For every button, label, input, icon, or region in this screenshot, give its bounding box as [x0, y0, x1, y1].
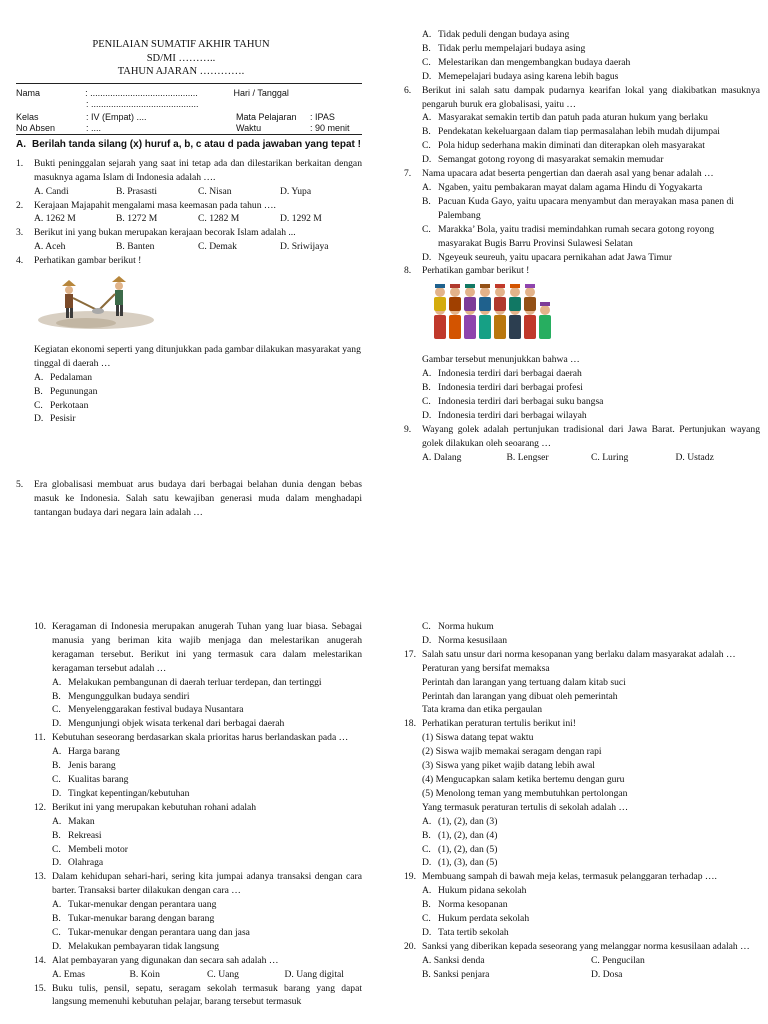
statement-line: (5) Menolong teman yang membutuhkan pertolongan: [422, 787, 628, 799]
question-text: Buku tulis, pensil, sepatu, seragam sekolah termasuk barang yang dapat langsung memenuhi kebutuhan pelajar, barang tersebut termasuk: [52, 982, 362, 1008]
option-letter: B.: [34, 385, 43, 397]
question-number: 15.: [34, 982, 46, 994]
question-3: [16, 226, 362, 240]
answer-option[interactable]: [404, 409, 760, 423]
option-text: Ngeyeuk seureuh, yaitu upacara pernikahan adat Jawa Timur: [438, 251, 672, 263]
instruction-text: Berilah tanda silang (x) huruf a, b, c atau d pada jawaban yang tepat !: [32, 138, 361, 150]
farmers-illustration: [16, 272, 362, 335]
question-text: Era globalisasi membuat arus budaya dari berbagai belahan dunia dengan bebas masuk ke Indonesia. Salah satu kewajiban generasi muda dalam menghadapi tantangan budaya dari negara lain adalah …: [34, 479, 362, 519]
answer-option[interactable]: [404, 856, 760, 870]
statement-line: Perintah dan larangan yang dibuat oleh pemerintah: [422, 690, 618, 702]
question-18: [404, 717, 760, 731]
option-letter: C.: [422, 56, 431, 68]
question-number: 7.: [404, 168, 412, 180]
option-text: Melakukan pembayaran tidak langsung: [68, 940, 220, 952]
option-text: Pola hidup sederhana makin diminati dan diterapkan oleh masyarakat: [438, 140, 705, 152]
answer-row: [404, 968, 760, 982]
question-number: 19.: [404, 871, 416, 883]
question-text: Perhatikan peraturan tertulis berikut ini!: [422, 718, 576, 730]
answer-option[interactable]: D. 1292 M: [280, 213, 322, 225]
option-letter: D.: [422, 857, 432, 869]
option-text: Olahraga: [68, 857, 104, 869]
question-number: 6.: [404, 84, 412, 96]
exam-title: PENILAIAN SUMATIF AKHIR TAHUN: [92, 39, 270, 50]
answer-option[interactable]: [404, 56, 760, 70]
option-letter: B.: [422, 42, 431, 54]
answer-option[interactable]: [404, 181, 760, 195]
statement-line: (1) Siswa datang tepat waktu: [422, 732, 534, 744]
question-text: Berikut ini salah satu dampak pudarnya kearifan lokal yang diakibatkan masuknya pengaruh buruk era globalisasi, yaitu …: [422, 84, 760, 110]
question-text: Kerajaan Majapahit mengalami masa keemasan pada tahun ….: [34, 199, 276, 211]
question-number: 10.: [34, 621, 46, 632]
answer-option[interactable]: B. Lengser: [506, 451, 549, 463]
question-number: 1.: [16, 157, 24, 169]
option-letter: D.: [422, 926, 432, 938]
option-letter: C.: [422, 621, 431, 632]
option-text: Membeli motor: [68, 843, 128, 855]
answer-option[interactable]: [404, 620, 760, 634]
option-letter: A.: [52, 899, 62, 911]
option-letter: B.: [52, 913, 61, 925]
option-letter: C.: [422, 843, 431, 855]
answer-option[interactable]: [16, 412, 362, 426]
option-letter: A.: [52, 746, 62, 758]
option-letter: B.: [52, 760, 61, 772]
hari-label: Hari / Tanggal: [233, 87, 289, 98]
answer-option[interactable]: [34, 759, 362, 773]
answer-option[interactable]: D. Dosa: [591, 968, 623, 980]
question-7: [404, 167, 760, 181]
option-letter: A.: [422, 368, 432, 380]
answer-option[interactable]: [404, 70, 760, 84]
option-text: Tukar-menukar dengan perantara uang: [68, 899, 217, 911]
nama-field[interactable]: : ...........................................: [85, 87, 198, 98]
answer-option[interactable]: [34, 815, 362, 829]
option-text: (1), (2), dan (4): [438, 829, 498, 841]
statement-line: Peraturan yang bersifat memaksa: [422, 662, 550, 674]
option-text: Tidak peduli dengan budaya asing: [438, 29, 570, 40]
question-text: Dalam kehidupan sehari-hari, sering kita jumpai adanya transaksi dengan cara barter. Transaksi barter dilakukan dengan cara …: [52, 871, 362, 897]
questions-16-20: [404, 620, 760, 982]
question-14: [34, 954, 362, 968]
question-follow-up: Gambar tersebut menunjukkan bahwa …: [422, 354, 580, 366]
waktu-label: Waktu: [236, 122, 262, 133]
answer-option[interactable]: [34, 745, 362, 759]
option-text: Masyarakat semakin tertib dan patuh pada aturan hukum yang berlaku: [438, 112, 708, 124]
option-letter: D.: [34, 413, 44, 425]
school-name: SD/MI ………..: [146, 52, 216, 64]
answer-option[interactable]: [404, 223, 760, 251]
option-text: Tingkat kepentingan/kebutuhan: [68, 787, 190, 799]
question-8: [404, 264, 760, 278]
answer-option[interactable]: [16, 385, 362, 399]
mapel-value: : IPAS: [310, 111, 335, 122]
exam-page-2: [0, 512, 768, 1024]
question-text: Wayang golek adalah pertunjukan tradisional dari Jawa Barat. Pertunjukan wayang golek dilakukan oleh seoarang …: [422, 423, 760, 449]
answer-option[interactable]: C. Nisan: [198, 185, 232, 197]
option-text: Makan: [68, 815, 95, 827]
option-text: Norma kesusilaan: [438, 634, 508, 646]
questions-5-9: [404, 28, 760, 464]
answer-row: [16, 185, 362, 199]
answer-option[interactable]: D. Ustadz: [675, 451, 714, 463]
option-text: (1), (2), dan (5): [438, 843, 498, 855]
option-text: Tata tertib sekolah: [438, 926, 509, 938]
questions-10-15: [34, 620, 362, 1009]
answer-option[interactable]: [404, 381, 760, 395]
option-letter: D.: [422, 634, 432, 646]
question-number: 4.: [16, 255, 24, 267]
option-letter: B.: [422, 899, 431, 911]
page1-right-column: [404, 28, 760, 464]
option-text: Melestarikan dan mengembangkan budaya daerah: [438, 56, 631, 68]
answer-option[interactable]: [34, 843, 362, 857]
answer-option[interactable]: D. Yupa: [280, 185, 312, 197]
question-number: 12.: [34, 801, 46, 813]
answer-row: [16, 240, 362, 254]
option-letter: D.: [422, 409, 432, 421]
waktu-value: : 90 menit: [310, 122, 350, 133]
option-text: (1), (2), dan (3): [438, 815, 498, 827]
instruction: [16, 138, 362, 151]
option-text: Tukar-menukar barang dengan barang: [68, 913, 215, 925]
option-letter: A.: [422, 112, 432, 124]
question-9: [404, 423, 760, 451]
option-text: Perkotaan: [50, 399, 89, 411]
statement-line: (4) Mengucapkan salam ketika bertemu dengan guru: [422, 773, 625, 785]
answer-option[interactable]: [404, 843, 760, 857]
question-19: [404, 870, 760, 884]
option-text: Norma hukum: [438, 621, 494, 632]
question-number: 14.: [34, 954, 46, 966]
answer-option[interactable]: A. Dalang: [422, 451, 462, 463]
question-20: [404, 940, 760, 954]
option-text: Menyelenggarakan festival budaya Nusantara: [68, 704, 244, 716]
option-letter: D.: [422, 251, 432, 263]
option-letter: C.: [422, 140, 431, 152]
option-letter: B.: [422, 126, 431, 138]
answer-option[interactable]: [404, 815, 760, 829]
answer-option[interactable]: [34, 940, 362, 954]
question-text: Perhatikan gambar berikut !: [34, 255, 142, 267]
option-letter: A.: [422, 815, 432, 827]
option-letter: D.: [52, 940, 62, 952]
answer-option[interactable]: [34, 856, 362, 870]
answer-option[interactable]: [404, 195, 760, 223]
answer-option[interactable]: [34, 829, 362, 843]
answer-option[interactable]: D. Sriwijaya: [280, 241, 329, 253]
option-letter: D.: [52, 857, 62, 869]
answer-option[interactable]: [34, 773, 362, 787]
option-text: Hukum perdata sekolah: [438, 913, 530, 925]
page2-right-column: [404, 620, 760, 982]
option-letter: D.: [422, 154, 432, 166]
answer-option[interactable]: [404, 28, 760, 42]
answer-option[interactable]: [404, 898, 760, 912]
question-text: Membuang sampah di bawah meja kelas, termasuk pelanggaran terhadap ….: [422, 871, 717, 883]
option-text: Memepelajari budaya asing karena lebih bagus: [438, 70, 619, 82]
answer-option[interactable]: B. Koin: [129, 968, 160, 980]
absen-field[interactable]: : ....: [86, 122, 102, 133]
option-letter: C.: [52, 704, 61, 716]
question-17: [404, 648, 760, 662]
answer-option[interactable]: [404, 395, 760, 409]
statement-line: Perintah dan larangan yang tertuang dalam kitab suci: [422, 676, 626, 688]
option-text: Melakukan pembangunan di daerah terluar terdepan, dan tertinggi: [68, 676, 322, 688]
answer-option[interactable]: [404, 111, 760, 125]
question-number: 18.: [404, 718, 416, 730]
option-letter: D.: [52, 718, 62, 730]
answer-option[interactable]: A. Emas: [52, 968, 86, 980]
option-text: Pendekatan kekeluargaan dalam tiap permasalahan lebih mudah dijumpai: [438, 126, 720, 138]
question-text: Berikut ini yang merupakan kebutuhan rohani adalah: [52, 801, 257, 813]
nama-label: Nama: [16, 87, 41, 98]
option-text: Pedalaman: [50, 371, 93, 383]
option-letter: A.: [52, 815, 62, 827]
answer-option[interactable]: A. 1262 M: [34, 213, 76, 225]
option-letter: A.: [422, 29, 432, 40]
kelas-value: : IV (Empat) ....: [86, 111, 147, 122]
answer-option[interactable]: [404, 912, 760, 926]
answer-option[interactable]: [404, 884, 760, 898]
option-text: Norma kesopanan: [438, 899, 508, 911]
option-text: Marakka’ Bola, yaitu tradisi memindahkan rumah secara gotong royong masyarakat Bugis Barru Provinsi Sulawesi Selatan: [438, 223, 715, 249]
answer-option[interactable]: [404, 251, 760, 265]
answer-option[interactable]: [404, 42, 760, 56]
option-text: Pacuan Kuda Gayo, yaitu upacara menyambut dan merayakan masa panen di Palembang: [438, 195, 734, 221]
answer-option[interactable]: C. Luring: [591, 451, 629, 463]
question-text: Nama upacara adat beserta pengertian dan daerah asal yang benar adalah …: [422, 168, 714, 180]
question-number: 11.: [34, 732, 46, 744]
question-4: [16, 254, 362, 268]
option-text: (1), (3), dan (5): [438, 857, 498, 869]
answer-option[interactable]: [34, 787, 362, 801]
option-text: Pegunungan: [50, 385, 98, 397]
answer-option[interactable]: [34, 690, 362, 704]
answer-option[interactable]: B. 1272 M: [116, 213, 158, 225]
question-1: [16, 157, 362, 185]
answer-option[interactable]: B. Prasasti: [116, 185, 158, 197]
option-letter: B.: [422, 195, 431, 207]
question-text: Alat pembayaran yang digunakan dan secara sah adalah …: [52, 954, 279, 966]
kelas-label: Kelas: [16, 111, 39, 122]
question-text: Berikut ini yang bukan merupakan kerajaan becorak Islam adalah ...: [34, 227, 296, 239]
answer-row: [404, 451, 760, 465]
answer-option[interactable]: [404, 634, 760, 648]
answer-option[interactable]: [34, 717, 362, 731]
question-13: [34, 870, 362, 898]
option-letter: A.: [422, 885, 432, 897]
answer-row: [404, 954, 760, 968]
instruction-letter: A.: [16, 138, 26, 150]
answer-option[interactable]: C. Demak: [198, 241, 237, 253]
question-number: 3.: [16, 227, 24, 239]
option-text: Tukar-menukar dengan perantara uang dan jasa: [68, 926, 250, 938]
statement-line: (2) Siswa wajib memakai seragam dengan rapi: [422, 746, 602, 758]
question-10: [34, 620, 362, 676]
question-number: 9.: [404, 423, 412, 435]
option-letter: A.: [422, 181, 432, 193]
answer-option[interactable]: A. Sanksi denda: [422, 954, 485, 966]
option-text: Jenis barang: [68, 760, 116, 772]
question-2: [16, 199, 362, 213]
answer-option[interactable]: [34, 676, 362, 690]
academic-year: TAHUN AJARAN ………….: [117, 66, 245, 78]
option-letter: B.: [422, 382, 431, 394]
question-number: 2.: [16, 199, 24, 211]
question-text: Keragaman di Indonesia merupakan anugerah Tuhan yang luar biasa. Sebagai manusia yang beriman kita wajib menjaga dan melestarikan anugerah keragaman tersebut. Berikut ini yang termasuk cara dalam melestarikan keragaman tersebut adalah …: [52, 621, 362, 674]
option-letter: C.: [422, 223, 431, 235]
question-text: Salah satu unsur dari norma kesopanan yang berlaku dalam masyarakat adalah …: [422, 648, 736, 660]
answer-row: [34, 968, 362, 982]
page1-left-column: [16, 28, 362, 520]
option-text: Pesisir: [50, 413, 76, 425]
option-letter: C.: [422, 913, 431, 925]
question-text: Bukti peninggalan sejarah yang saat ini tetap ada dan dilestarikan berkaitan dengan masuknya agama Islam di Indonesia adalah ….: [34, 157, 362, 183]
answer-option[interactable]: C. Uang: [207, 968, 239, 980]
option-text: Kualitas barang: [68, 773, 129, 785]
option-letter: D.: [422, 70, 432, 82]
option-letter: C.: [34, 399, 43, 411]
answer-option[interactable]: [16, 371, 362, 385]
option-letter: D.: [52, 787, 62, 799]
option-letter: A.: [52, 676, 62, 688]
nama-field-continued[interactable]: : ...........................................: [86, 98, 199, 109]
question-15: [34, 982, 362, 1010]
option-text: Rekreasi: [68, 829, 102, 841]
answer-option[interactable]: [404, 153, 760, 167]
question-follow-up: Kegiatan ekonomi seperti yang ditunjukkan pada gambar dilakukan masyarakat yang tinggal di daerah …: [34, 343, 361, 369]
question-text: Sanksi yang diberikan kepada seseorang yang melanggar norma kesusilaan adalah …: [422, 940, 750, 952]
answer-option[interactable]: [16, 399, 362, 413]
question-number: 17.: [404, 648, 416, 660]
option-text: Indonesia terdiri dari berbagai suku bangsa: [438, 395, 604, 407]
absen-label: No Absen: [16, 122, 56, 133]
option-text: Mengunjungi objek wisata terkenal dari berbagai daerah: [68, 718, 285, 730]
option-letter: B.: [422, 829, 431, 841]
answer-option[interactable]: B. Banten: [116, 241, 155, 253]
answer-option[interactable]: C. 1282 M: [198, 213, 240, 225]
answer-option[interactable]: [404, 367, 760, 381]
question-text: Kebutuhan seseorang berdasarkan skala prioritas harus berlandaskan pada …: [52, 732, 349, 744]
question-follow-up: Yang termasuk peraturan tertulis di sekolah adalah …: [422, 801, 629, 813]
option-letter: C.: [52, 926, 61, 938]
answer-option[interactable]: [34, 912, 362, 926]
question-text: Perhatikan gambar berikut !: [422, 265, 530, 277]
indonesian-ethnic-groups-illustration: [404, 282, 760, 345]
option-letter: B.: [52, 829, 61, 841]
option-text: Ngaben, yaitu pembakaran mayat dalam agama Hindu di Yogyakarta: [438, 181, 703, 193]
answer-option[interactable]: [404, 125, 760, 139]
answer-option[interactable]: B. Sanksi penjara: [422, 968, 490, 980]
option-letter: C.: [422, 395, 431, 407]
answer-option[interactable]: A. Candi: [34, 185, 69, 197]
option-text: Indonesia terdiri dari berbagai profesi: [438, 382, 583, 394]
option-letter: A.: [34, 371, 44, 383]
answer-option[interactable]: [34, 898, 362, 912]
option-text: Indonesia terdiri dari berbagai wilayah: [438, 409, 587, 421]
answer-option[interactable]: [404, 139, 760, 153]
answer-option[interactable]: D. Uang digital: [284, 968, 344, 980]
answer-option[interactable]: [34, 703, 362, 717]
questions-1-5: [16, 157, 362, 520]
mapel-label: Mata Pelajaran: [236, 111, 297, 122]
option-letter: C.: [52, 773, 61, 785]
answer-option[interactable]: [34, 926, 362, 940]
question-number: 20.: [404, 940, 416, 952]
answer-option[interactable]: [404, 829, 760, 843]
page2-left-column: [34, 620, 362, 1009]
question-number: 5.: [16, 479, 24, 491]
option-text: Hukum pidana sekolah: [438, 885, 527, 897]
answer-option[interactable]: C. Pengucilan: [591, 954, 645, 966]
option-text: Tidak perlu mempelajari budaya asing: [438, 42, 586, 54]
option-letter: C.: [52, 843, 61, 855]
answer-row: [16, 212, 362, 226]
option-text: Semangat gotong royong di masyarakat semakin memudar: [438, 154, 664, 166]
option-text: Indonesia terdiri dari berbagai daerah: [438, 368, 582, 380]
option-text: Harga barang: [68, 746, 120, 758]
question-6: [404, 84, 760, 112]
option-letter: B.: [52, 690, 61, 702]
question-12: [34, 801, 362, 815]
statement-line: Tata krama dan etika pergaulan: [422, 704, 543, 716]
statement-line: (3) Siswa yang piket wajib datang lebih awal: [422, 760, 595, 772]
question-11: [34, 731, 362, 745]
student-info: [16, 88, 362, 134]
answer-option[interactable]: A. Aceh: [34, 241, 66, 253]
question-number: 8.: [404, 265, 412, 277]
exam-header: [16, 28, 306, 79]
question-number: 13.: [34, 871, 46, 883]
option-text: Mengunggulkan budaya sendiri: [68, 690, 190, 702]
answer-option[interactable]: [404, 926, 760, 940]
